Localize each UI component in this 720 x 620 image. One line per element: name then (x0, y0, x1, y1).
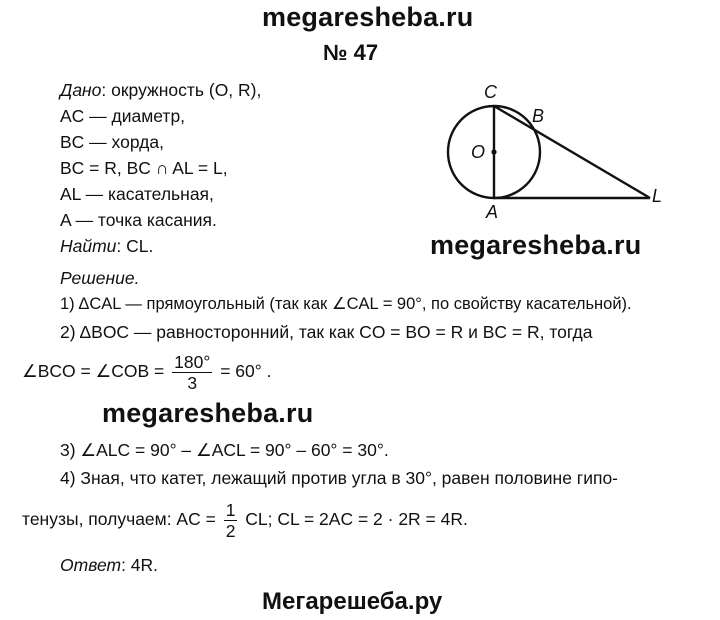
given-line-4: BC = R, BC ∩ AL = L, (60, 158, 228, 178)
center-point (491, 149, 496, 154)
find-text: : CL. (116, 236, 154, 256)
fraction-half-numerator: 1 (225, 500, 236, 520)
equation-4-left: тенузы, получаем: AC = (22, 509, 216, 530)
find-line (60, 236, 153, 257)
solution-step-2: 2) ΔBOC — равносторонний, так как CO = BO = R и BC = R, тогда (60, 322, 593, 342)
geometry-diagram (440, 78, 680, 228)
answer-text: : 4R. (121, 555, 159, 575)
fraction-denominator: 3 (187, 373, 198, 393)
answer-line (60, 555, 158, 576)
fraction-half-denominator: 2 (225, 521, 236, 541)
solution-step-4: 4) Зная, что катет, лежащий против угла в 30°, равен половине гипо- (60, 468, 619, 488)
label-c: C (484, 82, 497, 102)
answer-label: Ответ (60, 555, 122, 575)
watermark-lower: megaresheba.ru (102, 398, 314, 428)
label-b: B (532, 106, 545, 126)
given-line-5: AL — касательная, (60, 184, 214, 204)
solution-step-3: 3) ∠ALC = 90° – ∠ACL = 90° – 60° = 30°. (60, 440, 389, 460)
given-line-2: AC — диаметр, (60, 106, 186, 126)
fraction-numerator: 180° (174, 352, 211, 372)
given-label: Дано (60, 80, 102, 100)
fraction-one-half (224, 500, 238, 541)
given-line-1-text: : окружность (O, R), (101, 80, 262, 100)
footer-watermark: Мегарешеба.ру (262, 588, 443, 615)
equation-left: ∠BCO = ∠COB = (22, 361, 165, 382)
solution-step-1: 1) ΔCAL — прямоугольный (так как ∠CAL = 90°, по свойству касательной). (60, 295, 632, 313)
fraction-180-over-3 (172, 352, 212, 393)
watermark-top: megaresheba.ru (262, 2, 474, 32)
watermark-middle: megaresheba.ru (430, 230, 642, 260)
given-line-1 (60, 80, 261, 101)
label-o: O (471, 142, 486, 162)
segment-cl (494, 106, 650, 198)
given-line-6: A — точка касания. (60, 210, 217, 230)
label-l: L (652, 186, 663, 206)
solution-step-2-equation (22, 352, 271, 393)
find-label: Найти (60, 236, 117, 256)
solution-step-4-equation (22, 500, 468, 541)
given-line-3: BC — хорда, (60, 132, 164, 152)
equation-right: = 60° . (220, 361, 272, 382)
equation-4-right: CL; CL = 2AC = 2 · 2R = 4R. (245, 509, 468, 530)
label-a: A (486, 202, 499, 222)
solution-label: Решение. (60, 268, 140, 288)
problem-number: № 47 (323, 40, 379, 65)
